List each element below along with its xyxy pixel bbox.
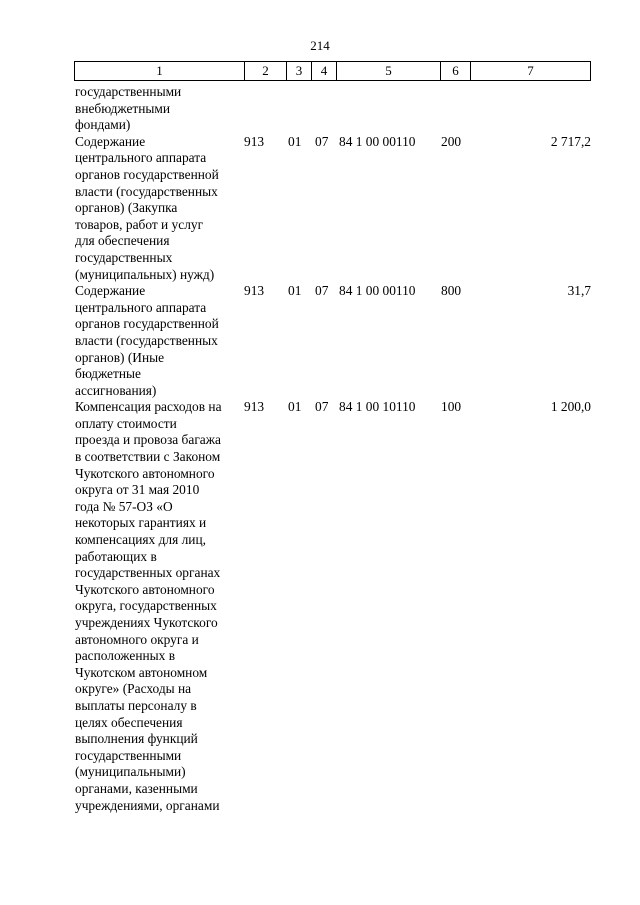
row-amount: 2 717,2: [550, 133, 591, 149]
column-header-6: 6: [441, 62, 471, 81]
row-amount: 1 200,0: [550, 399, 591, 415]
column-header-5: 5: [337, 62, 441, 81]
table-row: [75, 283, 595, 399]
row-amount: 31,7: [567, 283, 591, 299]
page-number: 214: [310, 38, 330, 53]
row-expense-type: 100: [441, 399, 462, 415]
row-section: 01: [288, 283, 302, 299]
column-header-1: 1: [75, 62, 245, 81]
budget-table-body: [75, 84, 595, 814]
row-target-item: 84 1 00 10110: [339, 399, 416, 415]
row-subsection: 07: [315, 399, 329, 415]
row-description: государственными внебюджетными фондами): [75, 84, 182, 133]
row-description: Содержание центрального аппарата органов государственной власти (государственных органов) (Иные бюджетные ассигнования): [75, 283, 219, 398]
row-section: 01: [288, 133, 302, 149]
row-subsection: 07: [315, 283, 329, 299]
row-department-code: 913: [244, 399, 265, 415]
column-header-table: [74, 61, 591, 81]
row-department-code: 913: [244, 283, 265, 299]
row-department-code: 913: [244, 133, 265, 149]
row-expense-type: 200: [441, 133, 462, 149]
row-section: 01: [288, 399, 302, 415]
row-target-item: 84 1 00 00110: [339, 133, 416, 149]
table-row: [75, 399, 595, 814]
column-header-3: 3: [287, 62, 312, 81]
table-row: [75, 134, 595, 283]
row-description: Компенсация расходов на оплату стоимости проезда и провоза багажа в соответствии с Законом Чукотского автономного округа от 31 мая 2010 года № 57-ОЗ «О некоторых гарантиях и компенсациях для лиц, работающих в государственных органах Чукотского автономного округа, государственных учреждениях Чукотского автономного округа и расположенных в Чукотском автономном округе» (Расходы на выплаты персоналу в целях обеспечения выполнения функций государственными (муниципальными) органами, казенными учреждениями, органами: [75, 399, 222, 813]
row-expense-type: 800: [441, 283, 462, 299]
column-header-2: 2: [245, 62, 287, 81]
table-row: [75, 84, 595, 134]
column-header-4: 4: [312, 62, 337, 81]
column-header-7: 7: [471, 62, 591, 81]
row-subsection: 07: [315, 133, 329, 149]
column-header-row: [75, 62, 591, 81]
row-description: Содержание центрального аппарата органов государственной власти (государственных органов) (Закупка товаров, работ и услуг для обеспечения государственных (муниципальных) нужд): [75, 133, 219, 282]
row-target-item: 84 1 00 00110: [339, 283, 416, 299]
